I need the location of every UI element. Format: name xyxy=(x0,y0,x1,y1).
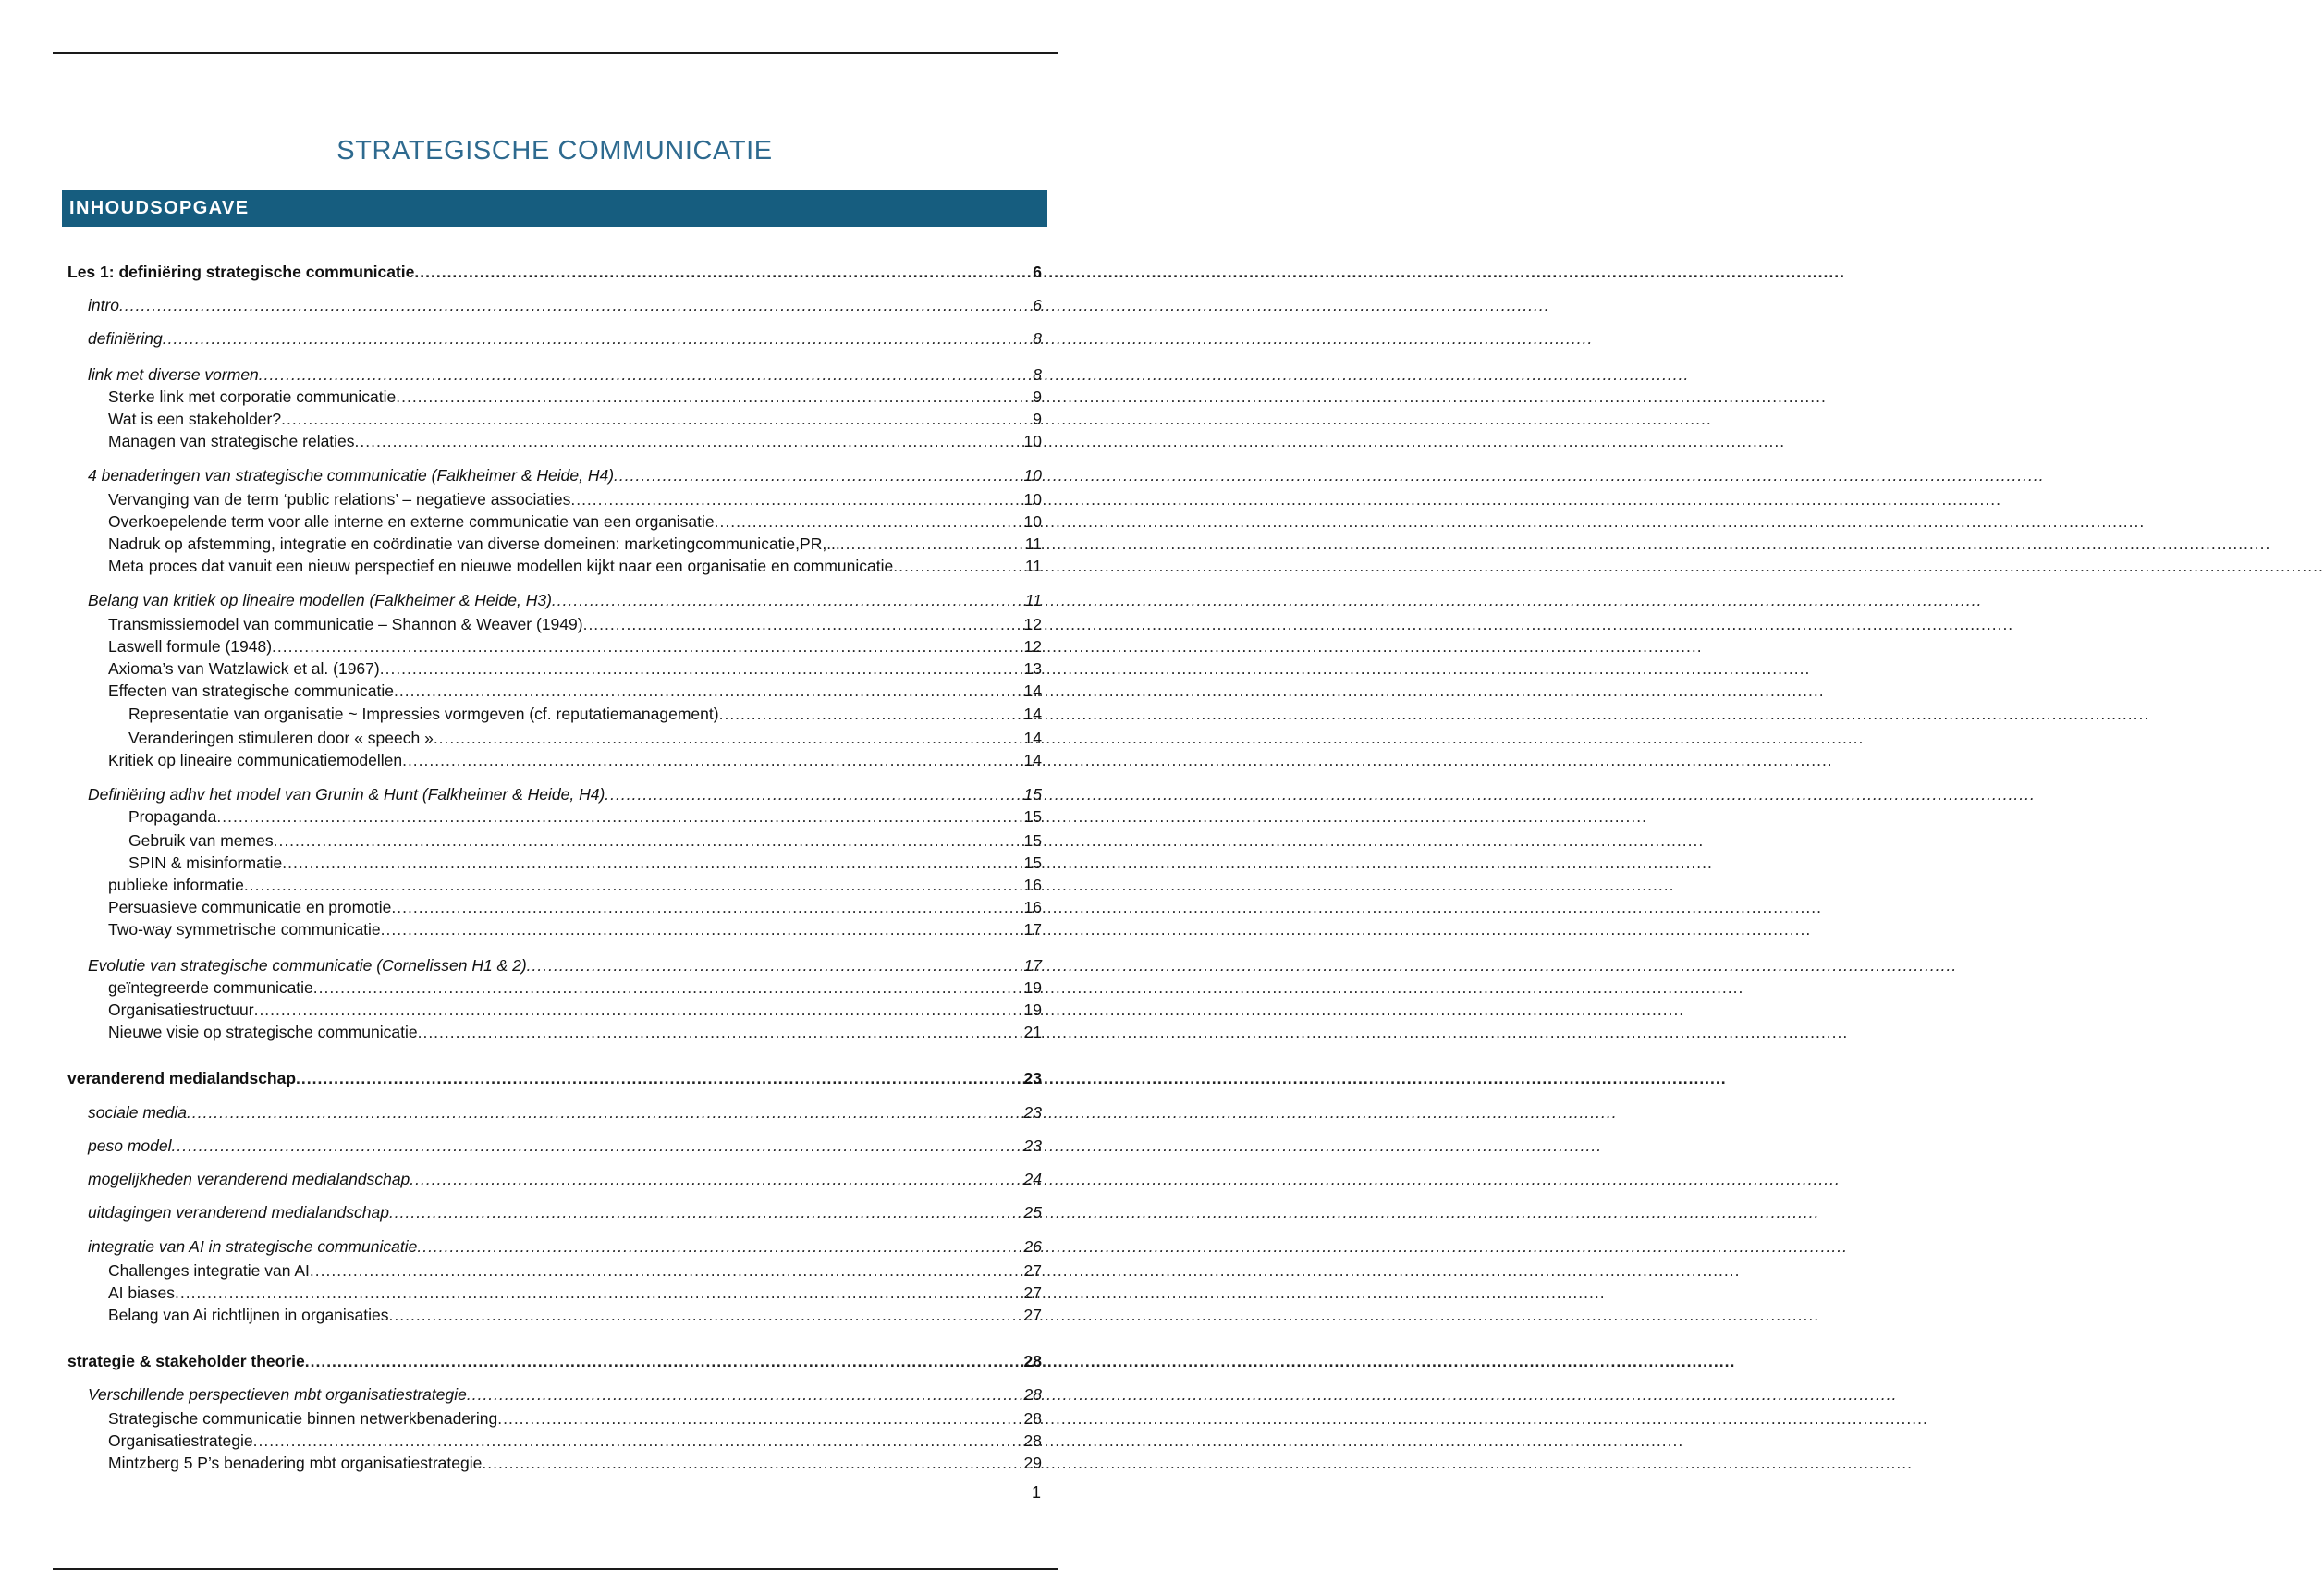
toc-entry-label: Effecten van strategische communicatie xyxy=(108,682,395,700)
toc-entry-page: 14 xyxy=(1023,682,1042,700)
toc-heading: INHOUDSOPGAVE xyxy=(62,190,1047,227)
toc-entry[interactable] xyxy=(67,326,1042,350)
toc-leader-dots xyxy=(253,1429,1022,1453)
toc-entry[interactable] xyxy=(67,679,1042,703)
toc-entry[interactable] xyxy=(67,532,1042,556)
toc-leader-dots xyxy=(355,429,1022,453)
toc-entry-page: 13 xyxy=(1023,659,1042,678)
toc-entry-label: Representatie van organisatie ~ Impressies vormgeven (cf. reputatiemanagement) xyxy=(128,705,719,723)
toc-entry[interactable] xyxy=(67,851,1042,875)
toc-entry[interactable] xyxy=(67,1134,1042,1158)
toc-entry[interactable] xyxy=(67,804,1042,829)
toc-entry-label: Belang van kritiek op lineaire modellen (Falkheimer & Heide, H3) xyxy=(88,591,552,609)
toc-entry[interactable] xyxy=(67,634,1042,658)
toc-entry-page: 15 xyxy=(1023,831,1042,850)
toc-entry[interactable] xyxy=(67,748,1042,772)
toc-entry-label: publieke informatie xyxy=(108,876,244,894)
toc-entry[interactable] xyxy=(67,953,1042,977)
toc-leader-dots xyxy=(410,1167,1021,1191)
toc-entry-label: link met diverse vormen xyxy=(88,365,259,384)
toc-leader-dots xyxy=(254,998,1022,1022)
toc-entry-label: Overkoepelende term voor alle interne en externe communicatie van een organisatie xyxy=(108,512,715,531)
toc-leader-dots xyxy=(840,532,1023,556)
toc-leader-dots xyxy=(389,1303,1022,1327)
toc-leader-dots xyxy=(171,1134,1021,1158)
toc-entry-page: 17 xyxy=(1023,956,1042,975)
toc-entry-label: Axioma’s van Watzlawick et al. (1967) xyxy=(108,659,380,678)
toc-leader-dots xyxy=(281,407,1031,431)
toc-leader-dots xyxy=(414,260,1031,284)
toc-entry[interactable] xyxy=(67,487,1042,511)
toc-entry-page: 14 xyxy=(1023,729,1042,747)
toc-entry-page: 10 xyxy=(1023,512,1042,531)
toc-entry-label: Kritiek op lineaire communicatiemodellen xyxy=(108,751,403,769)
toc-leader-dots xyxy=(418,1020,1022,1044)
toc-entry-label: Persuasieve communicatie en promotie xyxy=(108,898,392,916)
toc-entry[interactable] xyxy=(67,1066,1042,1090)
toc-leader-dots xyxy=(381,917,1022,941)
toc-leader-dots xyxy=(417,1234,1021,1259)
toc-entry-page: 19 xyxy=(1023,1001,1042,1019)
toc-entry[interactable] xyxy=(67,1451,1042,1475)
toc-entry-label: intro xyxy=(88,296,120,314)
toc-entry-page: 8 xyxy=(1033,329,1042,348)
toc-entry-page: 27 xyxy=(1023,1261,1042,1280)
toc-leader-dots xyxy=(389,1200,1022,1224)
toc-leader-dots xyxy=(467,1382,1022,1406)
toc-entry[interactable] xyxy=(67,1200,1042,1224)
toc-entry-label: Definiëring adhv het model van Grunin & Hunt (Falkheimer & Heide, H4) xyxy=(88,785,605,804)
toc-entry[interactable] xyxy=(67,362,1042,387)
toc-entry[interactable] xyxy=(67,702,1042,726)
toc-leader-dots xyxy=(310,1259,1022,1283)
document-title: STRATEGISCHE COMMUNICATIE xyxy=(336,136,773,166)
toc-entry-page: 16 xyxy=(1023,876,1042,894)
toc-leader-dots xyxy=(719,702,1022,726)
toc-entry[interactable] xyxy=(67,1281,1042,1305)
toc-entry-label: geïntegreerde communicatie xyxy=(108,978,313,997)
toc-entry-label: Challenges integratie van AI xyxy=(108,1261,310,1280)
toc-entry[interactable] xyxy=(67,463,1042,487)
toc-entry-page: 10 xyxy=(1023,466,1042,485)
toc-entry-label: sociale media xyxy=(88,1103,187,1122)
toc-entry-label: Mintzberg 5 P’s benadering mbt organisatiestrategie xyxy=(108,1454,483,1472)
toc-entry-page: 27 xyxy=(1023,1306,1042,1324)
toc-entry-label: Wat is een stakeholder? xyxy=(108,410,282,428)
toc-entry[interactable] xyxy=(67,260,1042,284)
toc-entry-label: Organisatiestructuur xyxy=(108,1001,254,1019)
toc-entry-label: Meta proces dat vanuit een nieuw perspectief en nieuwe modellen kijkt naar een organisatie en communicatie xyxy=(108,557,894,575)
toc-entry-page: 28 xyxy=(1023,1352,1042,1370)
toc-entry-page: 10 xyxy=(1023,490,1042,509)
toc-entry[interactable] xyxy=(67,554,1042,578)
toc-entry-page: 28 xyxy=(1023,1385,1042,1404)
toc-entry[interactable] xyxy=(67,510,1042,534)
toc-entry[interactable] xyxy=(67,829,1042,853)
toc-entry-label: peso model xyxy=(88,1136,172,1155)
toc-entry-label: AI biases xyxy=(108,1283,175,1302)
toc-entry-label: Nadruk op afstemming, integratie en coördinatie van diverse domeinen: marketingcommunicatie,PR,... xyxy=(108,534,840,553)
toc-leader-dots xyxy=(175,1281,1022,1305)
toc-entry-label: Gebruik van memes xyxy=(128,831,274,850)
toc-entry[interactable] xyxy=(67,429,1042,453)
toc-entry-label: Nieuwe visie op strategische communicatie xyxy=(108,1023,418,1041)
toc-entry[interactable] xyxy=(67,385,1042,409)
toc-entry-page: 17 xyxy=(1023,920,1042,939)
toc-entry-label: Two-way symmetrische communicatie xyxy=(108,920,381,939)
toc-entry-page: 27 xyxy=(1023,1283,1042,1302)
toc-entry-page: 12 xyxy=(1023,615,1042,633)
toc-entry[interactable] xyxy=(67,726,1042,750)
toc-entry-page: 23 xyxy=(1023,1069,1042,1087)
toc-leader-dots xyxy=(434,726,1022,750)
toc-entry[interactable] xyxy=(67,1382,1042,1406)
toc-entry-label: Verschillende perspectieven mbt organisatiestrategie xyxy=(88,1385,467,1404)
toc-entry-page: 24 xyxy=(1023,1170,1042,1188)
toc-entry-label: Evolutie van strategische communicatie (Cornelissen H1 & 2) xyxy=(88,956,527,975)
toc-entry-label: Transmissiemodel van communicatie – Shannon & Weaver (1949) xyxy=(108,615,583,633)
toc-leader-dots xyxy=(394,679,1022,703)
toc-entry[interactable] xyxy=(67,1167,1042,1191)
toc-entry-page: 15 xyxy=(1023,807,1042,826)
toc-entry[interactable] xyxy=(67,895,1042,919)
toc-entry[interactable] xyxy=(67,976,1042,1000)
toc-leader-dots xyxy=(313,976,1022,1000)
toc-entry[interactable] xyxy=(67,588,1042,612)
toc-leader-dots xyxy=(282,851,1021,875)
toc-entry[interactable] xyxy=(67,1234,1042,1259)
toc-entry[interactable] xyxy=(67,917,1042,941)
toc-entry-page: 10 xyxy=(1023,432,1042,450)
toc-leader-dots xyxy=(272,634,1022,658)
toc-entry-page: 28 xyxy=(1023,1431,1042,1450)
toc-entry-page: 14 xyxy=(1023,705,1042,723)
toc-leader-dots xyxy=(380,657,1022,681)
toc-entry-page: 11 xyxy=(1024,591,1042,609)
toc-entry-page: 25 xyxy=(1023,1203,1042,1222)
toc-entry-label: Les 1: definiëring strategische communicatie xyxy=(67,263,415,281)
toc-entry-label: SPIN & misinformatie xyxy=(128,854,283,872)
toc-entry[interactable] xyxy=(67,1303,1042,1327)
toc-entry-label: strategie & stakeholder theorie xyxy=(67,1352,305,1370)
toc-leader-dots xyxy=(163,326,1032,350)
toc-entry-page: 12 xyxy=(1023,637,1042,656)
toc-entry-page: 28 xyxy=(1023,1409,1042,1428)
toc-entry[interactable] xyxy=(67,407,1042,431)
toc-entry[interactable] xyxy=(67,1429,1042,1453)
toc-entry-page: 19 xyxy=(1023,978,1042,997)
toc-entry-label: Organisatiestrategie xyxy=(108,1431,253,1450)
toc-leader-dots xyxy=(259,362,1031,387)
toc-entry-page: 11 xyxy=(1024,534,1042,553)
toc-entry-label: Laswell formule (1948) xyxy=(108,637,273,656)
toc-leader-dots xyxy=(274,829,1022,853)
toc-entry-page: 29 xyxy=(1023,1454,1042,1472)
toc-entry-label: Veranderingen stimuleren door « speech » xyxy=(128,729,434,747)
toc-entry-label: uitdagingen veranderend medialandschap xyxy=(88,1203,389,1222)
toc-leader-dots xyxy=(119,293,1031,317)
toc-entry-page: 23 xyxy=(1023,1136,1042,1155)
toc-leader-dots xyxy=(482,1451,1021,1475)
toc-entry-page: 14 xyxy=(1023,751,1042,769)
toc-entry-page: 9 xyxy=(1033,410,1042,428)
toc-entry[interactable] xyxy=(67,1259,1042,1283)
toc-leader-dots xyxy=(614,463,1021,487)
toc-entry-page: 6 xyxy=(1033,263,1042,281)
toc-entry-page: 16 xyxy=(1023,898,1042,916)
toc-entry-label: Belang van Ai richtlijnen in organisaties xyxy=(108,1306,389,1324)
toc-entry[interactable] xyxy=(67,1406,1042,1431)
toc-entry-page: 26 xyxy=(1023,1237,1042,1256)
toc-entry[interactable] xyxy=(67,657,1042,681)
header-rule xyxy=(53,52,1058,54)
toc-entry[interactable] xyxy=(67,612,1042,636)
toc-leader-dots xyxy=(391,895,1021,919)
toc-leader-dots xyxy=(216,804,1021,829)
toc-leader-dots xyxy=(305,1349,1022,1373)
footer-rule xyxy=(53,1568,1058,1570)
toc-entry-label: Vervanging van de term ‘public relations’ – negatieve associaties xyxy=(108,490,571,509)
toc-entry[interactable] xyxy=(67,1349,1042,1373)
toc-entry[interactable] xyxy=(67,873,1042,897)
toc-leader-dots xyxy=(402,748,1021,772)
toc-entry-page: 11 xyxy=(1024,557,1042,575)
toc-leader-dots xyxy=(296,1066,1021,1090)
toc-entry-label: integratie van AI in strategische communicatie xyxy=(88,1237,418,1256)
toc-entry-label: veranderend medialandschap xyxy=(67,1069,297,1087)
toc-leader-dots xyxy=(893,554,1023,578)
toc-leader-dots xyxy=(396,385,1031,409)
toc-entry-page: 15 xyxy=(1023,785,1042,804)
toc-entry[interactable] xyxy=(67,998,1042,1022)
toc-leader-dots xyxy=(244,873,1022,897)
toc-entry-label: 4 benaderingen van strategische communicatie (Falkheimer & Heide, H4) xyxy=(88,466,615,485)
toc-entry-page: 15 xyxy=(1023,854,1042,872)
toc-entry[interactable] xyxy=(67,293,1042,317)
toc-entry-label: definiëring xyxy=(88,329,163,348)
toc-entry-page: 21 xyxy=(1023,1023,1042,1041)
toc-leader-dots xyxy=(570,487,1021,511)
toc-entry-page: 6 xyxy=(1033,296,1042,314)
toc-entry-label: Propaganda xyxy=(128,807,217,826)
toc-entry[interactable] xyxy=(67,782,1042,806)
toc-entry-page: 9 xyxy=(1033,387,1042,406)
toc-leader-dots xyxy=(187,1100,1022,1124)
toc-leader-dots xyxy=(527,953,1022,977)
toc-leader-dots xyxy=(552,588,1023,612)
toc-entry-page: 23 xyxy=(1023,1103,1042,1122)
toc-entry-label: mogelijkheden veranderend medialandschap xyxy=(88,1170,410,1188)
toc-entry-label: Sterke link met corporatie communicatie xyxy=(108,387,397,406)
toc-entry-label: Strategische communicatie binnen netwerkbenadering xyxy=(108,1409,498,1428)
toc-leader-dots xyxy=(497,1406,1021,1431)
toc-leader-dots xyxy=(605,782,1021,806)
toc-entry[interactable] xyxy=(67,1020,1042,1044)
page-number: 1 xyxy=(1032,1483,1042,1502)
toc-entry-label: Managen van strategische relaties xyxy=(108,432,355,450)
toc-entry[interactable] xyxy=(67,1100,1042,1124)
toc-leader-dots xyxy=(583,612,1022,636)
toc-entry-page: 8 xyxy=(1033,365,1042,384)
toc-leader-dots xyxy=(715,510,1022,534)
